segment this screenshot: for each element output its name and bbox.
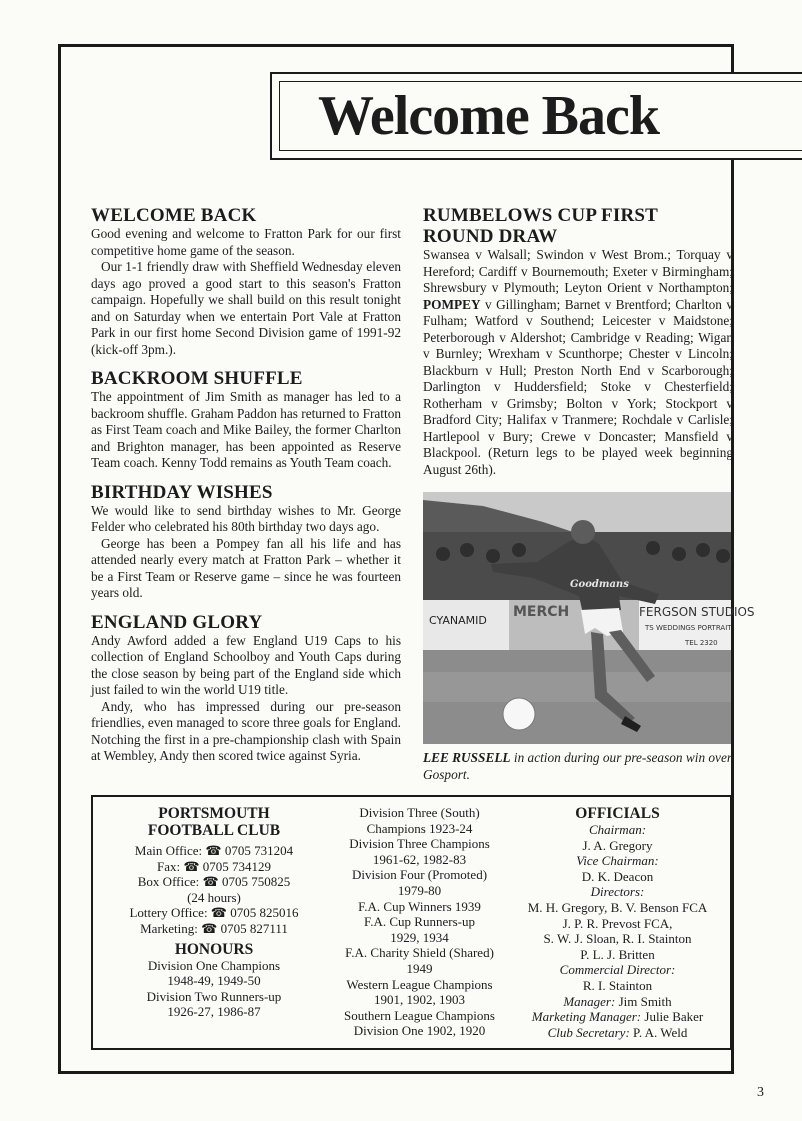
rumbelows-draw: Swansea v Walsall; Swindon v West Brom.; Torquay v Hereford; Cardiff v Bournemouth; Exeter v Birmingham; Shrewsbury v Plymouth; Leyton Orient v Northampton; POMPEY v Gillingham; Barnet v Brentford; Charlton v Fulham; Watford v Southend; Leicester v Maidstone; Peterborough v Aldershot; Cambridge v Reading; Wigan v Burnley; Wrexham v Scunthorpe; Chester v Lincoln; Blackburn v Hull; Preston North End v Scarborough; Darlington v Huddersfield; Stoke v Chesterfield; Rotherham v Grimsby; Bolton v York; Stockport v Bradford City; Halifax v Tranmere; Rochdale v Carlisle; Hartlepool v Bury; Crewe v Doncaster; Mansfield v Blackpool. (Return legs to be played week beginning August 26th). (423, 247, 733, 477)
honour-line: 1949 (406, 960, 433, 976)
match-photo (423, 492, 755, 744)
heading-england: ENGLAND GLORY (91, 611, 263, 633)
section-backroom (91, 368, 401, 472)
page-number: 3 (757, 1085, 764, 1100)
board-cyanamid: CYANAMID (429, 614, 487, 627)
club-info-box (91, 795, 732, 1050)
honour-line: 1926-27, 1986-87 (167, 1004, 261, 1020)
marketing-manager-line: Marketing Manager: Julie Baker (531, 1009, 704, 1025)
official-name: D. K. Deacon (581, 868, 654, 884)
officials-heading: OFFICIALS (575, 805, 660, 822)
official-role: Commercial Director: (559, 962, 676, 978)
official-role: Chairman: (588, 822, 647, 837)
welcome-paragraph-2: Our 1-1 friendly draw with Sheffield Wednesday eleven days ago proved a good start to this season's Fratton campaign. Hopefully we shall build on this result tonight and on Saturday when we entertain Port Vale at Fratton Park in our first home Second Division game of 1991-92 (kick-off 3pm.). (91, 259, 401, 357)
photo-illustration (423, 492, 755, 744)
honour-line: F.A. Cup Runners-up (364, 914, 475, 930)
shirt-sponsor: Goodmans (570, 579, 629, 590)
club-name-line1: PORTSMOUTH (158, 805, 270, 822)
honour-line: F.A. Charity Shield (Shared) (345, 945, 494, 961)
club-secretary-line: Club Secretary: P. A. Weld (547, 1024, 688, 1040)
england-paragraph-2: Andy, who has impressed during our pre-season friendlies, even managed to score three goals for England. Notching the first in a pre-championship clash with Spain at Wembley, Andy then scored twice against Syria. (91, 698, 401, 763)
honours-heading: HONOURS (174, 940, 254, 958)
official-name: J. A. Gregory (582, 837, 653, 853)
backroom-paragraph-1: The appointment of Jim Smith as manager has led to a backroom shuffle. Graham Paddon has returned to Fratton as First Team coach and Mike Bailey, the former Charlton and Brighton manager, has been appointed as Reserve Team coach. Kenny Todd remains as Youth Team coach. (91, 389, 401, 470)
official-name: S. W. J. Sloan, R. I. Stainton (543, 931, 692, 947)
caption-name: LEE RUSSELL (423, 750, 511, 765)
player-head (571, 520, 595, 544)
contact-line: Main Office: ☎ 0705 731204 (134, 843, 294, 858)
contact-line: (24 hours) (187, 889, 241, 905)
honour-line: Champions 1923-24 (366, 820, 473, 836)
official-role: Vice Chairman: (576, 853, 659, 869)
honour-line: Division Three Champions (349, 836, 490, 852)
heading-welcome: WELCOME BACK (91, 205, 257, 226)
honour-line: Southern League Champions (344, 1007, 495, 1023)
honour-line: 1929, 1934 (390, 929, 449, 945)
official-name: M. H. Gregory, B. V. Benson FCA (527, 899, 708, 915)
left-column (91, 205, 401, 775)
officials-column (515, 805, 720, 1040)
honours-column (322, 805, 517, 1039)
honour-line: Western League Champions (346, 976, 493, 992)
official-name: J. P. R. Prevost FCA, (562, 915, 673, 931)
title-banner (270, 72, 802, 160)
right-column (423, 205, 755, 783)
honour-line: Division Three (South) (359, 805, 480, 820)
photo-caption: LEE RUSSELL in action during our pre-season win over Gosport. (423, 750, 733, 782)
honour-line: 1961-62, 1982-83 (372, 851, 467, 867)
contact-line: Fax: ☎ 0705 734129 (156, 858, 272, 874)
page-title: Welcome Back (318, 85, 660, 147)
board-merch: MERCH (513, 604, 570, 620)
club-name-line2: FOOTBALL CLUB (147, 822, 281, 839)
board-small: TS WEDDINGS PORTRAIT (645, 624, 732, 632)
pompey-highlight: POMPEY (423, 296, 481, 312)
honour-line: 1901, 1902, 1903 (374, 992, 465, 1008)
board-tel: TEL 2320 (685, 639, 718, 647)
honour-line: Division Two Runners-up (146, 988, 282, 1004)
honour-line: 1948-49, 1949-50 (167, 973, 261, 989)
section-england (91, 612, 401, 765)
honour-line: F.A. Cup Winners 1939 (358, 898, 481, 914)
official-name: R. I. Stainton (582, 977, 653, 993)
contact-line: Box Office: ☎ 0705 750825 (137, 874, 291, 890)
heading-backroom: BACKROOM SHUFFLE (91, 368, 303, 389)
manager-line: Manager: Jim Smith (563, 993, 672, 1009)
section-welcome (91, 205, 401, 358)
contact-line: Lottery Office: ☎ 0705 825016 (129, 905, 299, 921)
honour-line: 1979-80 (397, 882, 442, 898)
welcome-paragraph-1: Good evening and welcome to Fratton Park for our first competitive home game of the season. (91, 226, 401, 258)
england-paragraph-1: Andy Awford added a few England U19 Caps to his collection of England Schoolboy and Youth Caps during the close season by being part of the England side which just failed to win the world U19 title. (91, 632, 401, 697)
official-role: Directors: (590, 884, 645, 900)
official-name: P. L. J. Britten (580, 946, 655, 962)
heading-birthday: BIRTHDAY WISHES (91, 481, 273, 503)
club-contact-column (109, 805, 319, 1020)
birthday-paragraph-2: George has been a Pompey fan all his life and has attended nearly every match at Fratton Park – whether it be a First Team or Reserve game – since he was fourteen years old. (91, 535, 401, 600)
honour-line: Division One Champions (147, 957, 281, 973)
honour-line: Division One 1902, 1920 (353, 1023, 486, 1039)
contact-line: Marketing: ☎ 0705 827111 (140, 920, 288, 936)
birthday-paragraph-1: We would like to send birthday wishes to Mr. George Felder who celebrated his 80th birthday two days ago. (91, 502, 401, 534)
section-birthday (91, 482, 401, 602)
board-studio: FERGSON STUDIOS (639, 605, 755, 619)
honour-line: Division Four (Promoted) (351, 867, 488, 883)
heading-rumbelows: RUMBELOWS CUP FIRST ROUND DRAW (423, 205, 658, 247)
football (503, 698, 535, 730)
